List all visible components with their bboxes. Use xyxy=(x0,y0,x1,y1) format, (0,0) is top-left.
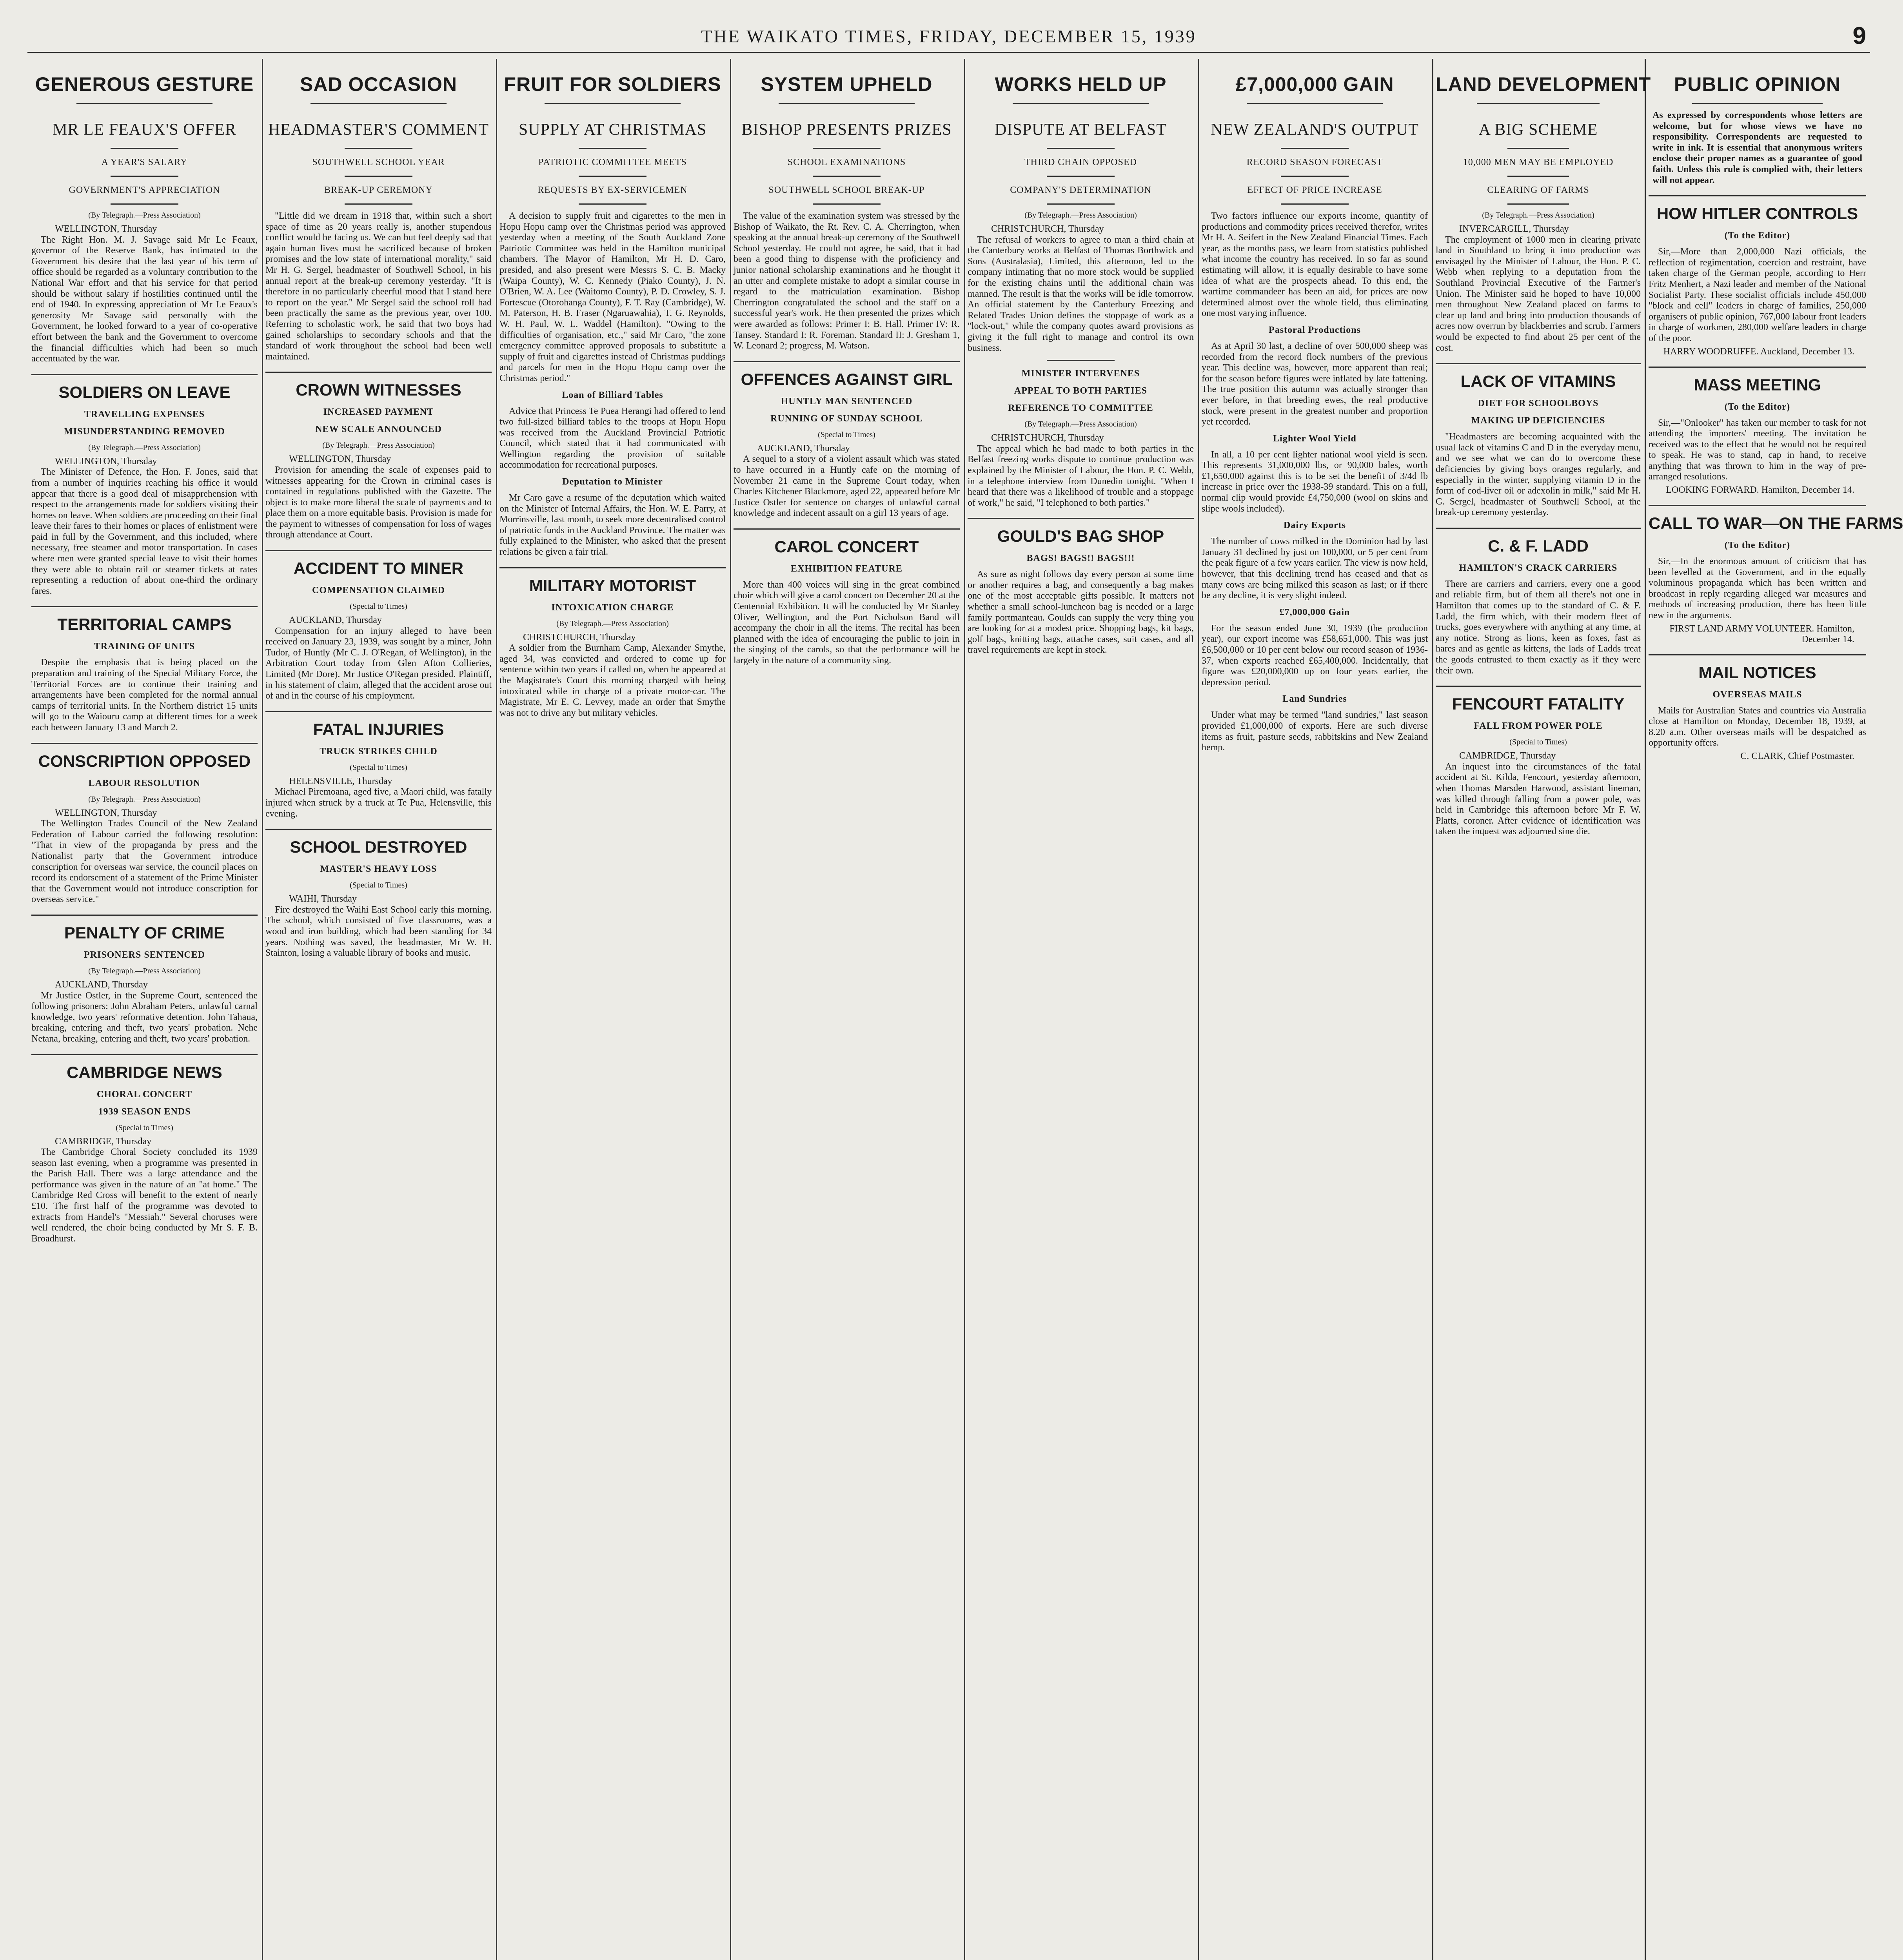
section-headline: FATAL INJURIES xyxy=(265,711,492,740)
section-subhead: (To the Editor) xyxy=(1724,230,1790,241)
dateline: CHRISTCHURCH, Thursday xyxy=(523,632,636,642)
deck-1: RECORD SEASON FORECAST xyxy=(1246,157,1383,167)
section-headline: MILITARY MOTORIST xyxy=(499,567,726,596)
letter-signature: HARRY WOODRUFFE. Auckland, December 13. xyxy=(1663,346,1854,357)
section-body: Advice that Princess Te Puea Herangi had offered to lend two full-sized billiard tables to the troops at Hopu Hopu was received from the Auckland Provincial Patriotic Council, which stated that it had communicated with Wellington regarding the provision of suitable accommodation for recreational purposes. xyxy=(499,406,726,470)
article-body: A decision to supply fruit and cigarettes to the men in Hopu Hopu camp over the Christmas period was approved yesterday when a meeting of the South Auckland Zone Patriotic Committee was held in the Hamilton municipal chambers. The Mayor of Hamilton, Mr H. D. Caro, presided, and also present were Messrs S. C. B. Macky (Waipa County), W. C. Kennedy (Piako County), J. N. O'Brien, W. A. Lee (Waitomo County), P. D. Crowley, S. J. Fortescue (Otorohanga County), F. T. Ray (Cambridge), W. M. Paterson, H. B. Fraser (Ngaruawahia), T. G. Reynolds, W. H. Paul, W. L. Waddel (Hamilton). "Owing to the difficulties of organisation, etc.," said Mr Caro, "the zone emergency committee approved proposals to substitute a supply of fruit and cigarettes instead of Christmas puddings and parcels for men in the Hopu Hopu camp over the Christmas period." xyxy=(499,211,726,383)
article-body: Two factors influence our exports income, quantity of productions and commodity prices received therefor, writes Mr H. A. Seifert in the New Zealand Financial Times. Each year, as the months pass, we learn from statistics published what income the country has received. In so far as sound estimating will allow, it is equally desirable to have some idea of what are the prospects ahead. To this end, the wartime commandeer has been an aid, for prices are now determined almost over the whole field, thus eliminating one most varying influence. xyxy=(1202,211,1428,319)
section-body: Despite the emphasis that is being placed on the preparation and training of the Special Military Force, the Territorial Forces are to continue their training and arrangements have been completed for the normal annual camps of territorial units. In the Northern district 15 units will go to the Waiouru camp at different times for a week each between January 13 and March 2. xyxy=(31,657,258,733)
dateline: WELLINGTON, Thursday xyxy=(55,224,157,234)
letter-signature: LOOKING FORWARD. Hamilton, December 14. xyxy=(1666,485,1854,495)
section-headline: GOULD'S BAG SHOP xyxy=(968,518,1194,546)
section-headline: CAROL CONCERT xyxy=(734,528,960,557)
section-body: For the season ended June 30, 1939 (the production year), our export income was £58,651,000. This was just £6,500,000 or 10 per cent below our record season of 1936-37, when exports reached £65,400,000. Incidentally, that figure was £20,000,000 up on four years earlier, the depression period. xyxy=(1202,623,1428,688)
section-subhead: TRAINING OF UNITS xyxy=(94,641,195,652)
section-subhead: MAKING UP DEFICIENCIES xyxy=(1471,416,1605,426)
byline: (By Telegraph.—Press Association) xyxy=(1482,211,1594,220)
section-headline: LACK OF VITAMINS xyxy=(1436,363,1641,392)
subheadline: A BIG SCHEME xyxy=(1478,121,1598,139)
section-headline: PENALTY OF CRIME xyxy=(31,915,258,943)
section-subhead: OVERSEAS MAILS xyxy=(1712,689,1802,700)
dateline: WAIHI, Thursday xyxy=(289,894,357,904)
subheadline: MR LE FEAUX'S OFFER xyxy=(53,121,236,139)
section-subhead: APPEAL TO BOTH PARTIES xyxy=(1014,386,1148,396)
deck-2: SOUTHWELL SCHOOL BREAK-UP xyxy=(768,185,925,195)
byline: (By Telegraph.—Press Association) xyxy=(88,795,201,804)
section-headline: FENCOURT FATALITY xyxy=(1436,686,1641,714)
section-subhead: DIET FOR SCHOOLBOYS xyxy=(1478,398,1599,409)
section-body: The Wellington Trades Council of the New Zealand Federation of Labour carried the following resolution: "That in view of the propaganda by press and the Nationalist party that the Government introduce conscription for overseas war service, the council places on record its endorsement of a statement of the Prime Minister that the Government would not introduce conscription for overseas service." xyxy=(31,818,258,905)
opinion-intro: As expressed by correspondents whose letters are welcome, but for whose views we have no responsibility. Correspondents are requested to write in ink. It is essential that anonymous writers enclose their proper names as a guarantee of good faith. Unless this rule is complied with, their letters will not appear. xyxy=(1652,110,1862,185)
section-subhead: 1939 SEASON ENDS xyxy=(98,1106,191,1117)
section-subhead: TRUCK STRIKES CHILD xyxy=(320,746,438,757)
byline: (By Telegraph.—Press Association) xyxy=(322,441,435,450)
section-subhead: Land Sundries xyxy=(1282,694,1347,704)
section-subhead: HUNTLY MAN SENTENCED xyxy=(781,396,913,407)
section-subhead: Lighter Wool Yield xyxy=(1273,433,1356,444)
article-body: "Little did we dream in 1918 that, within such a short space of time as 20 years really is, another stupendous conflict would be facing us. We can but feel deeply sad that again human lives must be sacrificed because of broken promises and the low state of international morality," said Mr H. G. Sergel, headmaster of Southwell School, in his annual report at the break-up ceremony yesterday. "It is therefore in no particularly cheerful mood that I stand here to report on the year." Mr Sergel said the school roll had been practically the same as the previous year, over 100. Referring to scholastic work, he said that two boys had gained scholarships to secondary schools and that the standard of work throughout the school had been well maintained. xyxy=(265,211,492,362)
section-body: As at April 30 last, a decline of over 500,000 sheep was recorded from the record flock numbers of the previous year. This decline was, however, more apparent than real; for the season before figures were inflated by late fattening. The true position this autumn was actually stronger than ever before, in that breeding ewes, the real productive stock, were present in the greatest number and proportion yet recorded. xyxy=(1202,341,1428,427)
dateline: CHRISTCHURCH, Thursday xyxy=(991,224,1104,234)
byline: (By Telegraph.—Press Association) xyxy=(88,966,201,975)
section-subhead: COMPENSATION CLAIMED xyxy=(312,585,445,596)
subheadline: SUPPLY AT CHRISTMAS xyxy=(518,121,707,139)
deck-2: CLEARING OF FARMS xyxy=(1487,185,1589,195)
letter-body: Sir,—"Onlooker" has taken our member to task for not attending the importers' meeting. The invitation he received was to the effect that he would not be required to speak. He was to stand, cap in hand, to receive anything that was thrown to him in the way of pre-arranged resolutions. xyxy=(1649,417,1866,482)
dateline: CHRISTCHURCH, Thursday xyxy=(991,433,1104,443)
section-body: A sequel to a story of a violent assault which was stated to have occurred in a Huntly cafe on the morning of November 21 came in the Supreme Court today, when Charles Kitchener Blackmore, aged 22, appeared before Mr Justice Ostler for sentence on charges of unlawful carnal knowledge and indecent assault on a girl 13 years of age. xyxy=(734,454,960,519)
byline: (Special to Times) xyxy=(116,1123,173,1132)
letter-body: Sir,—More than 2,000,000 Nazi officials, the reflection of regimentation, coercion and restraint, have taken charge of the German people, according to Herr Fritz Menhert, a Nazi leader and member of the National Socialist Party. These socialist officials include 450,000 "block and cell" leaders in charge of families, 250,000 organisers of public opinion, 767,000 labour front leaders in charge of workmen, 280,000 welfare leaders in charge of the poor. xyxy=(1649,247,1866,343)
section-body: There are carriers and carriers, every one a good and reliable firm, but of them all there's not one in Hamilton that comes up to the standard of C. & F. Ladd, the firm which, with their modern fleet of trucks, goes everywhere with anything at any time, at any notice. Strong as lions, keen as foxes, fast as hares and as gentle as kittens, the lads of Ladds treat the goods entrusted to them exactly as if they were their own. xyxy=(1436,579,1641,676)
column-4 xyxy=(730,59,964,1960)
article-columns xyxy=(27,59,1903,1960)
article-body: The value of the examination system was stressed by the Bishop of Waikato, the Rt. Rev. C. A. Cherrington, when speaking at the annual break-up ceremony of the Southwell School yesterday. He could not agree, he said, that it had been a good thing to dispense with the proficiency and junior national scholarship examinations and he thought it an utter and complete mistake to adopt a similar course in regard to the matriculation examination. Bishop Cherrington congratulated the school and the staff on a successful year's work. He then presented the prizes which were awarded as follows: Primer I: B. Hall. Primer IV: R. Tansey. Standard I: R. Foreman. Standard II: J. Gresham 1, W. Leonard 2; progress, M. Watson. xyxy=(734,211,960,351)
section-subhead: TRAVELLING EXPENSES xyxy=(84,409,205,419)
headline: LAND DEVELOPMENT xyxy=(1436,73,1651,95)
dateline: WELLINGTON, Thursday xyxy=(55,808,157,818)
letter-body: Sir,—In the enormous amount of criticism that has been levelled at the Government, and in the equally voluminous propaganda which has been written and broadcast in reply regarding alleged war measures and methods of increasing production, there has been little new in the arguments. xyxy=(1649,556,1866,621)
section-subhead: INCREASED PAYMENT xyxy=(323,407,434,417)
section-body: An inquest into the circumstances of the fatal accident at St. Kilda, Fencourt, yesterday afternoon, when Thomas Marsden Harwood, assistant lineman, was killed through falling from a power pole, was held in Cambridge this afternoon before Mr F. W. Platts, coroner. After evidence of identification was taken the inquest was adjourned sine die. xyxy=(1436,761,1641,837)
section-headline: OFFENCES AGAINST GIRL xyxy=(734,361,960,390)
byline: (By Telegraph.—Press Association) xyxy=(1024,420,1137,429)
section-subhead: MASTER'S HEAVY LOSS xyxy=(320,864,437,875)
subheadline: NEW ZEALAND'S OUTPUT xyxy=(1211,121,1419,139)
headline: £7,000,000 GAIN xyxy=(1235,73,1394,95)
section-headline: CROWN WITNESSES xyxy=(265,372,492,400)
byline: (Special to Times) xyxy=(350,881,407,890)
section-subhead: Pastoral Productions xyxy=(1269,325,1361,335)
headline: GENEROUS GESTURE xyxy=(35,73,254,95)
notice-signature: C. CLARK, Chief Postmaster. xyxy=(1740,751,1854,761)
subheadline: BISHOP PRESENTS PRIZES xyxy=(741,121,952,139)
section-body: In all, a 10 per cent lighter national wool yield is seen. This represents 31,000,000 lbs, or 90,000 bales, worth £1,650,000 against this is to be set the benefit of 3/4d lb increase in price over the 1938-39 standard. This on a full, normal clip would provide £4,750,000 (wool on skins and slipe wools included). xyxy=(1202,449,1428,514)
dateline: INVERCARGILL, Thursday xyxy=(1459,224,1569,234)
section-headline: HOW HITLER CONTROLS xyxy=(1649,195,1866,224)
notice-body: Mails for Australian States and countries via Australia close at Hamilton on Monday, December 18, 1939, at 8.20 a.m. Other overseas mails will be despatched as opportunity offers. xyxy=(1649,705,1866,748)
section-subhead: LABOUR RESOLUTION xyxy=(88,778,201,788)
dateline: CAMBRIDGE, Thursday xyxy=(55,1136,152,1147)
section-subhead: BAGS! BAGS!! BAGS!!! xyxy=(1026,553,1135,564)
dateline: AUCKLAND, Thursday xyxy=(55,979,148,990)
section-subhead: FALL FROM POWER POLE xyxy=(1474,721,1603,731)
deck-1: 10,000 MEN MAY BE EMPLOYED xyxy=(1463,157,1614,167)
section-headline: MASS MEETING xyxy=(1649,367,1866,395)
headline: PUBLIC OPINION xyxy=(1674,73,1841,95)
section-subhead: EXHIBITION FEATURE xyxy=(791,563,902,574)
section-subhead: PRISONERS SENTENCED xyxy=(84,949,205,960)
section-subhead: MISUNDERSTANDING REMOVED xyxy=(64,426,225,437)
section-headline: SCHOOL DESTROYED xyxy=(265,829,492,857)
dateline: AUCKLAND, Thursday xyxy=(757,443,850,454)
section-body: The Cambridge Choral Society concluded its 1939 season last evening, when a programme was presented in the Parish Hall. There was a large attendance and the performance was given in the nature of an "at home." The Cambridge Red Cross will benefit to the extent of nearly £10. The first half of the programme was devoted to extracts from Handel's "Messiah." Several choruses were well rendered, the choir being conducted by Mr S. F. B. Broadhurst. xyxy=(31,1147,258,1244)
deck-1: PATRIOTIC COMMITTEE MEETS xyxy=(538,157,687,167)
section-headline: CALL TO WAR—ON THE FARMS xyxy=(1649,505,1866,534)
article-body: The employment of 1000 men in clearing private land in Southland to bring it into production was envisaged by the Minister of Labour, the Hon. P. C. Webb when replying to a deputation from the Southland Provincial Executive of the Farmer's Union. The Minister said he hoped to have 10,000 men throughout New Zealand placed on farms to clear up land and bring into production thousands of acres now overrun by blackberries and scrub. Farmers would be expected to find about 25 per cent of the cost. xyxy=(1436,234,1641,353)
section-subhead: HAMILTON'S CRACK CARRIERS xyxy=(1459,563,1618,573)
dateline: WELLINGTON, Thursday xyxy=(55,456,157,466)
section-subhead: NEW SCALE ANNOUNCED xyxy=(315,424,442,435)
dateline: HELENSVILLE, Thursday xyxy=(289,776,392,786)
section-body: Under what may be termed "land sundries," last season provided £1,000,000 of exports. Here are such diverse items as fruit, pasture seeds, rabbitskins and New Zealand hemp. xyxy=(1202,710,1428,753)
section-body: The Minister of Defence, the Hon. F. Jones, said that from a number of inquiries reaching his office it would appear that there is a good deal of misapprehension with respect to the arrangements made for soldiers visiting their homes on leave. When soldiers are proceeding on their final leave their fares to their homes or places of enlistment were paid in full by the Government, and this included, where necessary, free steamer and motor transportation. In cases where men were granted special leave to visit their homes they were able to obtain rail or steamer tickets at rates representing a reduction of about one-third the ordinary fares. xyxy=(31,467,258,596)
section-headline: CONSCRIPTION OPPOSED xyxy=(31,743,258,771)
section-headline: C. & F. LADD xyxy=(1436,528,1641,556)
masthead xyxy=(27,23,1870,53)
byline: (By Telegraph.—Press Association) xyxy=(88,443,201,452)
page-number: 9 xyxy=(1852,22,1866,49)
section-body: Mr Justice Ostler, in the Supreme Court, sentenced the following prisoners: John Abraham Peters, unlawful carnal knowledge, two years' reformative detention. John Tahaua, breaking, entering and theft, two years' probation. Nehe Netana, breaking, entering and theft, two years' probation. xyxy=(31,990,258,1044)
deck-2: EFFECT OF PRICE INCREASE xyxy=(1247,185,1382,195)
section-subhead: Dairy Exports xyxy=(1284,520,1346,531)
article-body: The refusal of workers to agree to man a third chain at the Canterbury works at Belfast of Thomas Borthwick and Sons (Australasia), Limited, this afternoon, led to the company intimating that no more stock would be supplied for the existing chains until the additional chain was manned. The result is that the works will be idle tomorrow. An official statement by the Canterbury Freezing and Related Trades Union defines the stoppage of work as a "lock-out," while the company quotes award provisions as giving it the full right to manage and control its own business. xyxy=(968,234,1194,353)
deck-2: REQUESTS BY EX-SERVICEMEN xyxy=(537,185,688,195)
byline: (By Telegraph.—Press Association) xyxy=(88,211,201,220)
headline: SAD OCCASION xyxy=(300,73,457,95)
section-subhead: Deputation to Minister xyxy=(562,477,663,487)
section-subhead: £7,000,000 Gain xyxy=(1279,607,1350,617)
section-subhead: Loan of Billiard Tables xyxy=(562,390,663,400)
section-subhead: MINISTER INTERVENES xyxy=(1021,368,1140,379)
column-1 xyxy=(27,59,261,1960)
byline: (Special to Times) xyxy=(818,430,875,439)
section-headline: MAIL NOTICES xyxy=(1649,654,1866,683)
byline: (By Telegraph.—Press Association) xyxy=(556,619,669,628)
section-body: Compensation for an injury alleged to have been received on January 23, 1939, was sought by a miner, John Tudor, of Huntly (Mr C. J. O'Regan, of Wellington), in the Arbitration Court today from Glen Afton Collieries, Limited (Mr Dore). Mr Justice O'Regan presided. Plaintiff, in his statement of claim, alleged that the accident arose out of and in the course of his employment. xyxy=(265,626,492,701)
dateline: WELLINGTON, Thursday xyxy=(289,454,391,465)
section-subhead: (To the Editor) xyxy=(1724,540,1790,551)
section-headline: CAMBRIDGE NEWS xyxy=(31,1054,258,1083)
section-subhead: RUNNING OF SUNDAY SCHOOL xyxy=(770,413,923,424)
column-7 xyxy=(1432,59,1651,1960)
deck-1: SOUTHWELL SCHOOL YEAR xyxy=(312,157,445,167)
section-body: "Headmasters are becoming acquainted with the usual lack of vitamins C and D in the everyday menu, and we see what we can do to overcome these deficiencies by giving boys oranges regularly, and especially in the winter, supplying vitamin D in the form of cod-liver oil or adexolin in milk," said Mr H. G. Sergel, headmaster of Southwell School, at the break-up ceremony yesterday. xyxy=(1436,432,1641,518)
section-subhead: (To the Editor) xyxy=(1724,401,1790,412)
section-body: The appeal which he had made to both parties in the Belfast freezing works dispute to continue production was explained by the Minister of Labour, the Hon. P. C. Webb, in a telephone interview from Dunedin tonight. "When I heard that there was a likelihood of trouble and a stoppage of work," he said, "I telephoned to both parties." xyxy=(968,443,1194,508)
deck-1: SCHOOL EXAMINATIONS xyxy=(787,157,906,167)
subheadline: DISPUTE AT BELFAST xyxy=(995,121,1167,139)
headline: WORKS HELD UP xyxy=(995,73,1167,95)
headline: SYSTEM UPHELD xyxy=(761,73,933,95)
section-subhead: REFERENCE TO COMMITTEE xyxy=(1008,403,1153,414)
section-body: Mr Caro gave a resume of the deputation which waited on the Minister of Internal Affairs, the Hon. W. E. Parry, at Morrinsville, last month, to seek more decentralised control of patriotic funds in the Auckland Province. The matter was fully explained to the Minister, who asked that the present relations be given a fair trial. xyxy=(499,493,726,557)
dateline: CAMBRIDGE, Thursday xyxy=(1459,751,1556,761)
deck-2: BREAK-UP CEREMONY xyxy=(324,185,433,195)
section-body: Michael Piremoana, aged five, a Maori child, was fatally injured when struck by a truck at Te Pua, Helensville, this evening. xyxy=(265,787,492,819)
section-headline: ACCIDENT TO MINER xyxy=(265,550,492,579)
byline: (By Telegraph.—Press Association) xyxy=(1024,211,1137,220)
section-body: As sure as night follows day every person at some time or another requires a bag, and consequently a bag makes one of the most acceptable gifts possible. It matters not whether a small school-luncheon bag is needed or a large family portmanteau. Goulds can supply the very thing you are looking for at a modest price. Shopping bags, kit bags, golf bags, knitting bags, attache cases, suit cases, and all travel requirements are kept in stock. xyxy=(968,569,1194,655)
section-headline: TERRITORIAL CAMPS xyxy=(31,606,258,635)
subheadline: HEADMASTER'S COMMENT xyxy=(268,121,489,139)
section-body: The number of cows milked in the Dominion had by last January 31 declined by just on 100,000, or 5 per cent from the peak figure of a few years earlier. The view is now held, however, that this declining trend has ceased and that as many cows are being milked this season as last; or if there be any decline, it is very slight indeed. xyxy=(1202,536,1428,601)
column-6 xyxy=(1198,59,1432,1960)
headline: FRUIT FOR SOLDIERS xyxy=(504,73,721,95)
byline: (Special to Times) xyxy=(1509,738,1567,747)
deck-2: COMPANY'S DETERMINATION xyxy=(1010,185,1151,195)
dateline: AUCKLAND, Thursday xyxy=(289,615,382,626)
deck-1: THIRD CHAIN OPPOSED xyxy=(1024,157,1137,167)
section-body: More than 400 voices will sing in the great combined choir which will give a carol concert on December 20 at the Centennial Exhibition. It will be conducted by Mr Stanley Oliver, Wellington, and the Port Nicholson Band will accompany the choir in all the items. The recital has been planned with the idea of encouraging the public to join in the singing of the carols, so that the performance will be largely in the nature of a community sing. xyxy=(734,579,960,666)
column-5 xyxy=(964,59,1198,1960)
section-body: Fire destroyed the Waihi East School early this morning. The school, which consisted of five classrooms, was a wood and iron building, which had been standing for 34 years. Nothing was saved, the headmaster, Mr W. H. Stainton, losing a valuable library of books and music. xyxy=(265,904,492,958)
section-subhead: INTOXICATION CHARGE xyxy=(551,602,674,613)
section-headline: SOLDIERS ON LEAVE xyxy=(31,374,258,403)
byline: (Special to Times) xyxy=(350,763,407,772)
column-2 xyxy=(261,59,496,1960)
column-8 xyxy=(1645,59,1903,1960)
letter-signature: FIRST LAND ARMY VOLUNTEER. Hamilton, December 14. xyxy=(1669,623,1854,644)
byline: (Special to Times) xyxy=(350,602,407,611)
masthead-title: THE WAIKATO TIMES, FRIDAY, DECEMBER 15, 1939 xyxy=(701,26,1197,46)
section-subhead: CHORAL CONCERT xyxy=(96,1089,192,1100)
deck-2: GOVERNMENT'S APPRECIATION xyxy=(69,185,220,195)
deck-1: A YEAR'S SALARY xyxy=(101,157,188,167)
article-body: The Right Hon. M. J. Savage said Mr Le Feaux, governor of the Reserve Bank, has intimated to the Government his desire that the last year of his term of office should be regarded as a voluntary contribution to the National War effort and that his service for that period should be without salary if hostilities continued until the end of 1940. In expressing appreciation of Mr Le Feaux's generosity Mr Savage said personally with the Government, he looked forward to a year of co-operative effort between the bank and the Government to overcome the financial difficulties which had been so much accentuated by the war. xyxy=(31,234,258,364)
section-body: Provision for amending the scale of expenses paid to witnesses appearing for the Crown in criminal cases is contained in regulations published with the Gazette. The object is to make more liberal the scale of payments and to place them on a more equitable basis. Provision is made for the payment to witnesses of compensation for loss of wages through attendance at Court. xyxy=(265,465,492,540)
section-body: A soldier from the Burnham Camp, Alexander Smythe, aged 34, was convicted and ordered to come up for sentence within two years if called on, when he appeared at the Magistrate's Court this morning charged with being intoxicated while in charge of a private motor-car. The Magistrate, Mr E. C. Levvey, made an order that Smythe was not to drive any but military vehicles. xyxy=(499,643,726,718)
column-3 xyxy=(496,59,730,1960)
